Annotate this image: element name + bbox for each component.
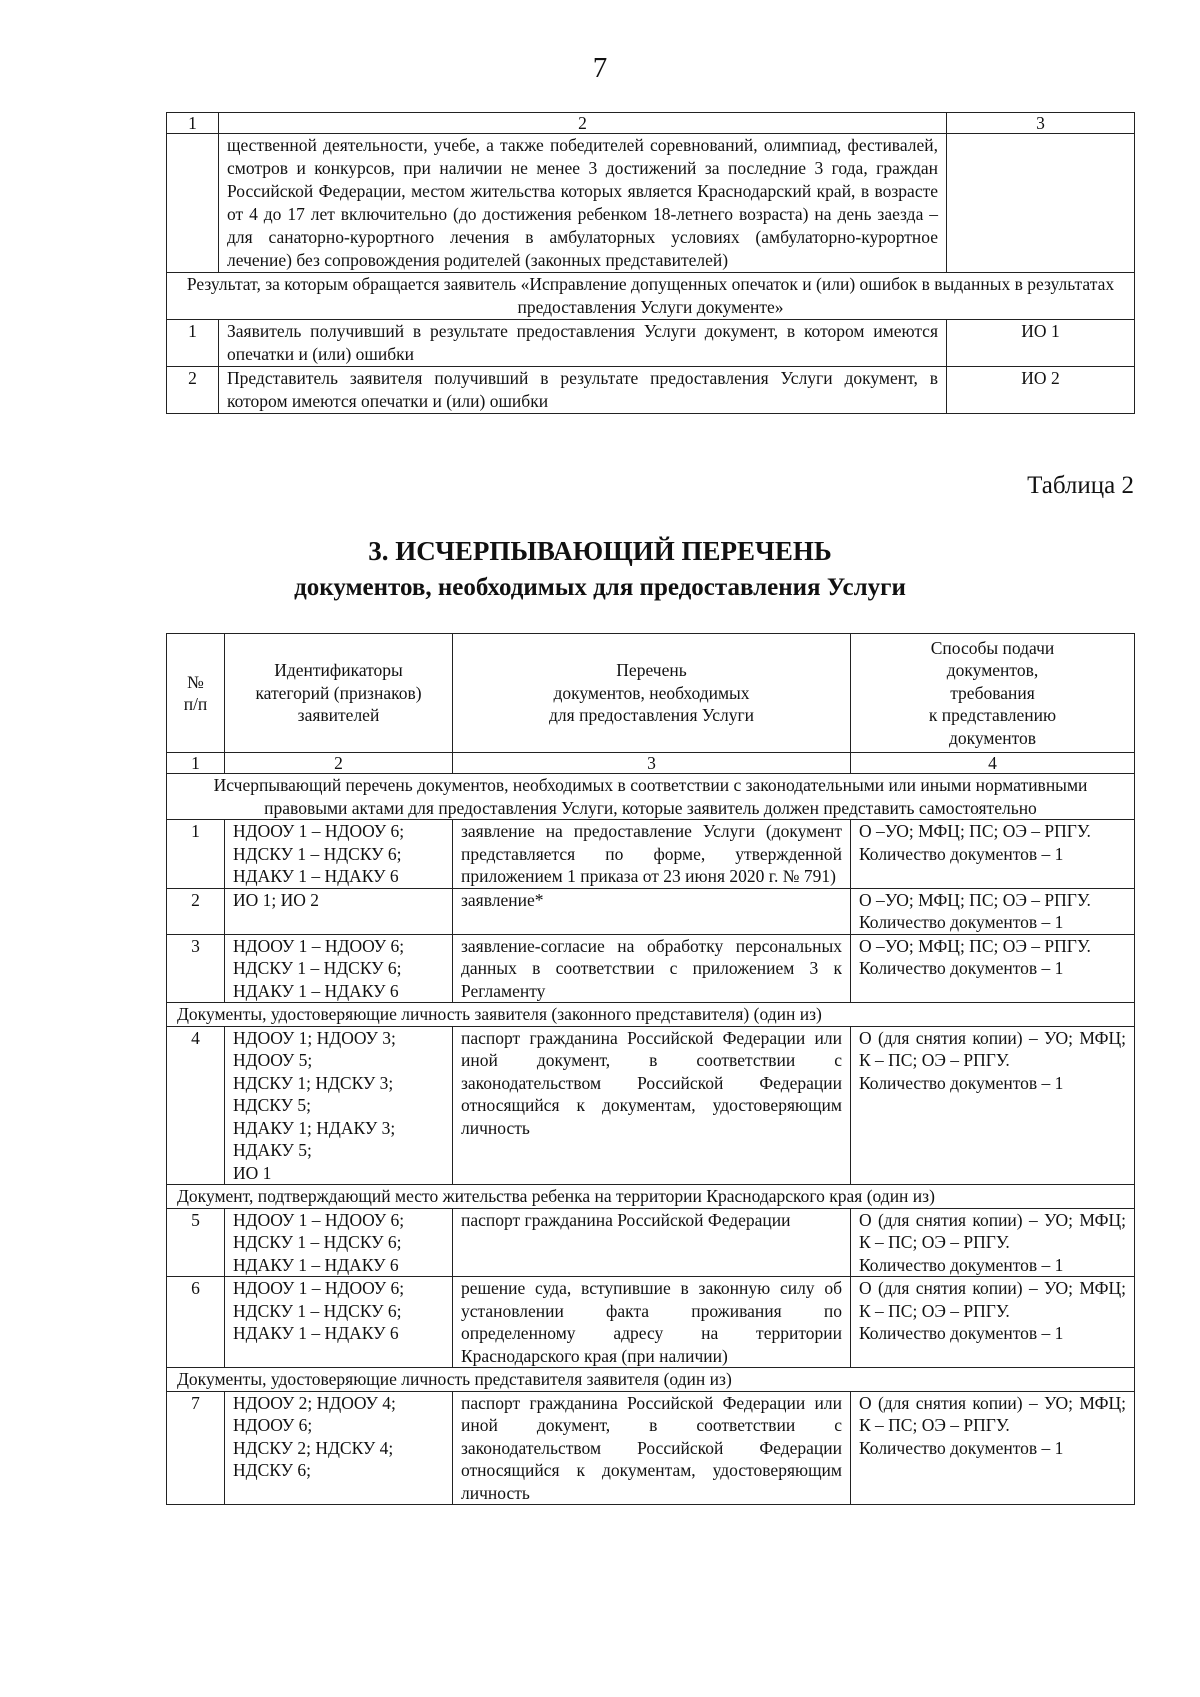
applicant-identifiers: НДООУ 1 – НДООУ 6; НДСКУ 1 – НДСКУ 6; НДАКУ 1 – НДАКУ 6 — [225, 1208, 453, 1277]
header-methods: Способы подачи документов, требования к представлению документов — [851, 634, 1135, 753]
applicant-identifiers: НДООУ 1 – НДООУ 6; НДСКУ 1 – НДСКУ 6; НДАКУ 1 – НДАКУ 6 — [225, 934, 453, 1003]
table-row — [167, 888, 1135, 934]
table-row — [167, 1208, 1135, 1277]
row-number: 1 — [167, 320, 219, 367]
row-number: 5 — [167, 1208, 225, 1277]
column-number: 2 — [219, 113, 947, 134]
table-row — [167, 1277, 1135, 1368]
submission-method: О (для снятия копии) – УО; МФЦ; К – ПС; ОЭ – РПГУ. Количество документов – 1 — [851, 1277, 1135, 1368]
applicant-identifiers: ИО 1; ИО 2 — [225, 888, 453, 934]
section-row — [167, 273, 1135, 320]
applicant-identifiers: НДООУ 1 – НДООУ 6; НДСКУ 1 – НДСКУ 6; НДАКУ 1 – НДАКУ 6 — [225, 820, 453, 889]
document-description: заявление на предоставление Услуги (документ представляется по форме, утвержденной приложением 1 приказа от 23 июня 2020 г. № 791) — [453, 820, 851, 889]
table-row — [167, 1391, 1135, 1505]
section-row — [167, 774, 1135, 820]
header-documents: Перечень документов, необходимых для предоставления Услуги — [453, 634, 851, 753]
section-heading: Результат, за которым обращается заявитель «Исправление допущенных опечаток и (или) ошибок в выданных в результатах предоставления Услуги документе» — [167, 273, 1135, 320]
column-number: 3 — [947, 113, 1135, 134]
table-header-row — [167, 634, 1135, 753]
submission-method: О (для снятия копии) – УО; МФЦ; К – ПС; ОЭ – РПГУ. Количество документов – 1 — [851, 1208, 1135, 1277]
row-number: 4 — [167, 1026, 225, 1185]
row-number: 3 — [167, 934, 225, 1003]
submission-method: О –УО; МФЦ; ПС; ОЭ – РПГУ. Количество документов – 1 — [851, 888, 1135, 934]
document-description: заявление-согласие на обработку персональных данных в соответствии с приложением 3 к Регламенту — [453, 934, 851, 1003]
document-description: заявление* — [453, 888, 851, 934]
category-description: щественной деятельности, учебе, а также победителей соревнований, олимпиад, фестивалей, смотров и конкурсов, при наличии не менее 3 достижений за последние 3 года, граждан Российской Федерации, местом жительства которых является Краснодарский край, в возрасте от 4 до 17 лет включительно (до достижения ребенком 18-летнего возраста) на день заезда – для санаторно-курортного лечения в амбулаторных условиях (амбулаторно-курортное лечение) без сопровождения родителей (законных представителей) — [219, 134, 947, 273]
row-number: 6 — [167, 1277, 225, 1368]
row-number: 2 — [167, 367, 219, 414]
category-code: ИО 1 — [947, 320, 1135, 367]
page-number: 7 — [592, 52, 608, 84]
submission-method: О –УО; МФЦ; ПС; ОЭ – РПГУ. Количество документов – 1 — [851, 820, 1135, 889]
document-description: паспорт гражданина Российской Федерации или иной документ, в соответствии с законодательством Российской Федерации относящийся к документам, удостоверяющим личность — [453, 1391, 851, 1505]
section-heading: Документ, подтверждающий место жительства ребенка на территории Краснодарского края (один из) — [167, 1185, 1135, 1209]
section-subtitle: документов, необходимых для предоставления Услуги — [294, 574, 906, 601]
table-row — [167, 134, 1135, 273]
section-row — [167, 1003, 1135, 1027]
header-number: № п/п — [167, 634, 225, 753]
section-row — [167, 1185, 1135, 1209]
row-number: 2 — [167, 888, 225, 934]
applicant-categories-table — [166, 112, 1135, 414]
column-number-row — [167, 753, 1135, 774]
submission-method: О –УО; МФЦ; ПС; ОЭ – РПГУ. Количество документов – 1 — [851, 934, 1135, 1003]
applicant-identifiers: НДООУ 1 – НДООУ 6; НДСКУ 1 – НДСКУ 6; НДАКУ 1 – НДАКУ 6 — [225, 1277, 453, 1368]
table-row — [167, 934, 1135, 1003]
column-number: 4 — [851, 753, 1135, 774]
column-number: 1 — [167, 753, 225, 774]
documents-table — [166, 633, 1135, 1505]
row-number: 1 — [167, 820, 225, 889]
row-number: 7 — [167, 1391, 225, 1505]
section-heading: Документы, удостоверяющие личность представителя заявителя (один из) — [167, 1368, 1135, 1392]
column-number: 2 — [225, 753, 453, 774]
column-number-row — [167, 113, 1135, 134]
table-row — [167, 1026, 1135, 1185]
category-code: ИО 2 — [947, 367, 1135, 414]
document-description: решение суда, вступившие в законную силу об установлении факта проживания по определенному адресу на территории Краснодарского края (при наличии) — [453, 1277, 851, 1368]
header-identifiers: Идентификаторы категорий (признаков) заявителей — [225, 634, 453, 753]
section-row — [167, 1368, 1135, 1392]
section-heading: Документы, удостоверяющие личность заявителя (законного представителя) (один из) — [167, 1003, 1135, 1027]
applicant-identifiers: НДООУ 1; НДООУ 3; НДООУ 5; НДСКУ 1; НДСКУ 3; НДСКУ 5; НДАКУ 1; НДАКУ 3; НДАКУ 5; ИО 1 — [225, 1026, 453, 1185]
category-description: Представитель заявителя получивший в результате предоставления Услуги документ, в котором имеются опечатки и (или) ошибки — [219, 367, 947, 414]
document-description: паспорт гражданина Российской Федерации или иной документ, в соответствии с законодательством Российской Федерации относящийся к документам, удостоверяющим личность — [453, 1026, 851, 1185]
submission-method: О (для снятия копии) – УО; МФЦ; К – ПС; ОЭ – РПГУ. Количество документов – 1 — [851, 1391, 1135, 1505]
column-number: 1 — [167, 113, 219, 134]
section-heading: Исчерпывающий перечень документов, необходимых в соответствии с законодательными или иными нормативными правовыми актами для предоставления Услуги, которые заявитель должен представить самостоятельно — [167, 774, 1135, 820]
table-label: Таблица 2 — [1027, 472, 1134, 499]
category-description: Заявитель получивший в результате предоставления Услуги документ, в котором имеются опечатки и (или) ошибки — [219, 320, 947, 367]
number-cell — [167, 134, 219, 273]
section-title: 3. ИСЧЕРПЫВАЮЩИЙ ПЕРЕЧЕНЬ — [368, 536, 832, 566]
table-row — [167, 367, 1135, 414]
table-row — [167, 320, 1135, 367]
document-description: паспорт гражданина Российской Федерации — [453, 1208, 851, 1277]
applicant-identifiers: НДООУ 2; НДООУ 4; НДООУ 6; НДСКУ 2; НДСКУ 4; НДСКУ 6; — [225, 1391, 453, 1505]
table-row — [167, 820, 1135, 889]
code-cell — [947, 134, 1135, 273]
submission-method: О (для снятия копии) – УО; МФЦ; К – ПС; ОЭ – РПГУ. Количество документов – 1 — [851, 1026, 1135, 1185]
column-number: 3 — [453, 753, 851, 774]
